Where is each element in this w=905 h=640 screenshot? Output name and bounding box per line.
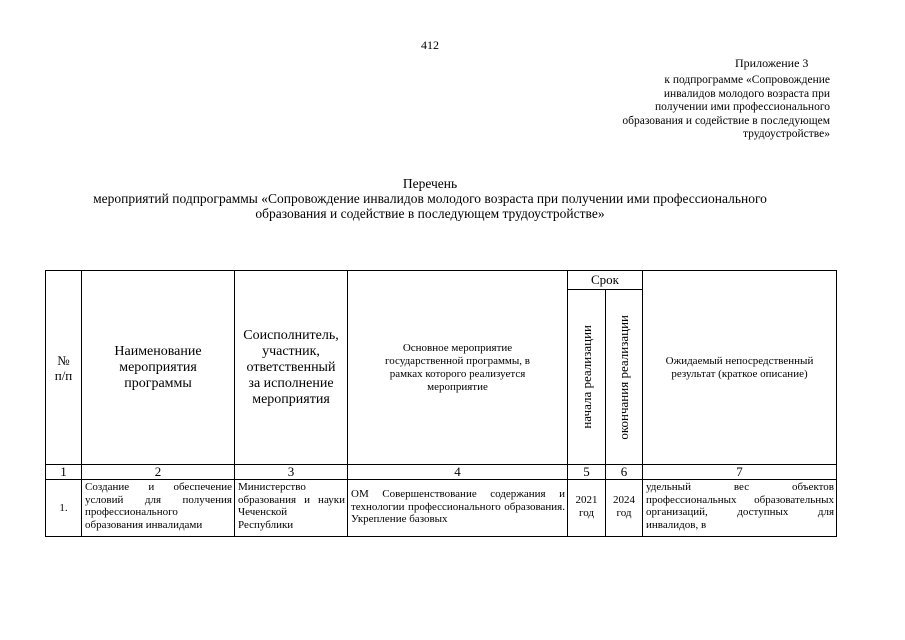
document-subtitle-line: образования и содействие в последующем трудоустройстве» bbox=[255, 206, 605, 221]
column-number: 6 bbox=[606, 465, 643, 480]
row-executor-cell bbox=[235, 480, 348, 537]
header-row bbox=[46, 271, 837, 290]
header-period: Срок bbox=[568, 271, 643, 290]
row-start-cell bbox=[568, 480, 606, 537]
header-executor: Соисполнитель, участник, ответственный за исполнение мероприятия bbox=[235, 271, 348, 465]
header-main-activity: Основное мероприятие государственной программы, в рамках которого реализуется мероприятие bbox=[348, 271, 568, 465]
page-number: 412 bbox=[421, 38, 439, 52]
activities-table bbox=[45, 270, 837, 537]
column-number: 5 bbox=[568, 465, 606, 480]
header-num: № п/п bbox=[46, 271, 82, 465]
appendix-note-line: трудоустройстве» bbox=[743, 128, 830, 140]
table-row bbox=[46, 480, 837, 537]
row-start-year: 2021 bbox=[575, 494, 598, 506]
row-end-cell bbox=[606, 480, 643, 537]
row-start-unit: год bbox=[578, 507, 595, 519]
document-subtitle-line: мероприятий подпрограммы «Сопровождение инвалидов молодого возраста при получении ими профессионального bbox=[93, 191, 767, 206]
header-end bbox=[606, 290, 643, 465]
column-number: 3 bbox=[235, 465, 348, 480]
document-heading bbox=[0, 176, 860, 221]
row-name-cell bbox=[82, 480, 235, 537]
appendix-note-line: образования и содействие в последующем bbox=[622, 114, 830, 127]
row-result-cell bbox=[643, 480, 837, 537]
column-number: 1 bbox=[46, 465, 82, 480]
row-end-year: 2024 bbox=[613, 494, 635, 506]
row-name: Создание и обеспечение условий для получения профессионального образования инвалидами bbox=[85, 481, 232, 531]
header-start bbox=[568, 290, 606, 465]
row-num: 1. bbox=[46, 480, 82, 537]
appendix-note-line: получении ими профессионального bbox=[655, 101, 830, 113]
header-start-label: начала реализации bbox=[578, 325, 594, 429]
document-title: Перечень bbox=[402, 176, 458, 191]
appendix-note-line: к подпрограмме «Сопровождение bbox=[664, 74, 830, 86]
row-result: удельный вес объектов профессиональных образовательных организаций, доступных для инвалидов, в bbox=[646, 481, 834, 531]
appendix-note-line: инвалидов молодого возраста при bbox=[663, 87, 830, 100]
column-number: 7 bbox=[643, 465, 837, 480]
appendix-note bbox=[580, 74, 830, 142]
row-executor: Министерство образования и науки Чеченской Республики bbox=[238, 481, 345, 531]
appendix-title: Приложение 3 bbox=[735, 56, 809, 70]
row-main-activity: ОМ Совершенствование содержания и технологии профессионального образования. Укрепление базовых bbox=[351, 488, 565, 525]
row-end-unit: год bbox=[616, 507, 632, 519]
header-name: Наименование мероприятия программы bbox=[82, 271, 235, 465]
header-end-label: окончания реализации bbox=[616, 314, 631, 440]
column-number: 2 bbox=[82, 465, 235, 480]
column-number-row bbox=[46, 465, 837, 480]
row-main-activity-cell bbox=[348, 480, 568, 537]
header-result: Ожидаемый непосредственный результат (краткое описание) bbox=[643, 271, 837, 465]
column-number: 4 bbox=[348, 465, 568, 480]
